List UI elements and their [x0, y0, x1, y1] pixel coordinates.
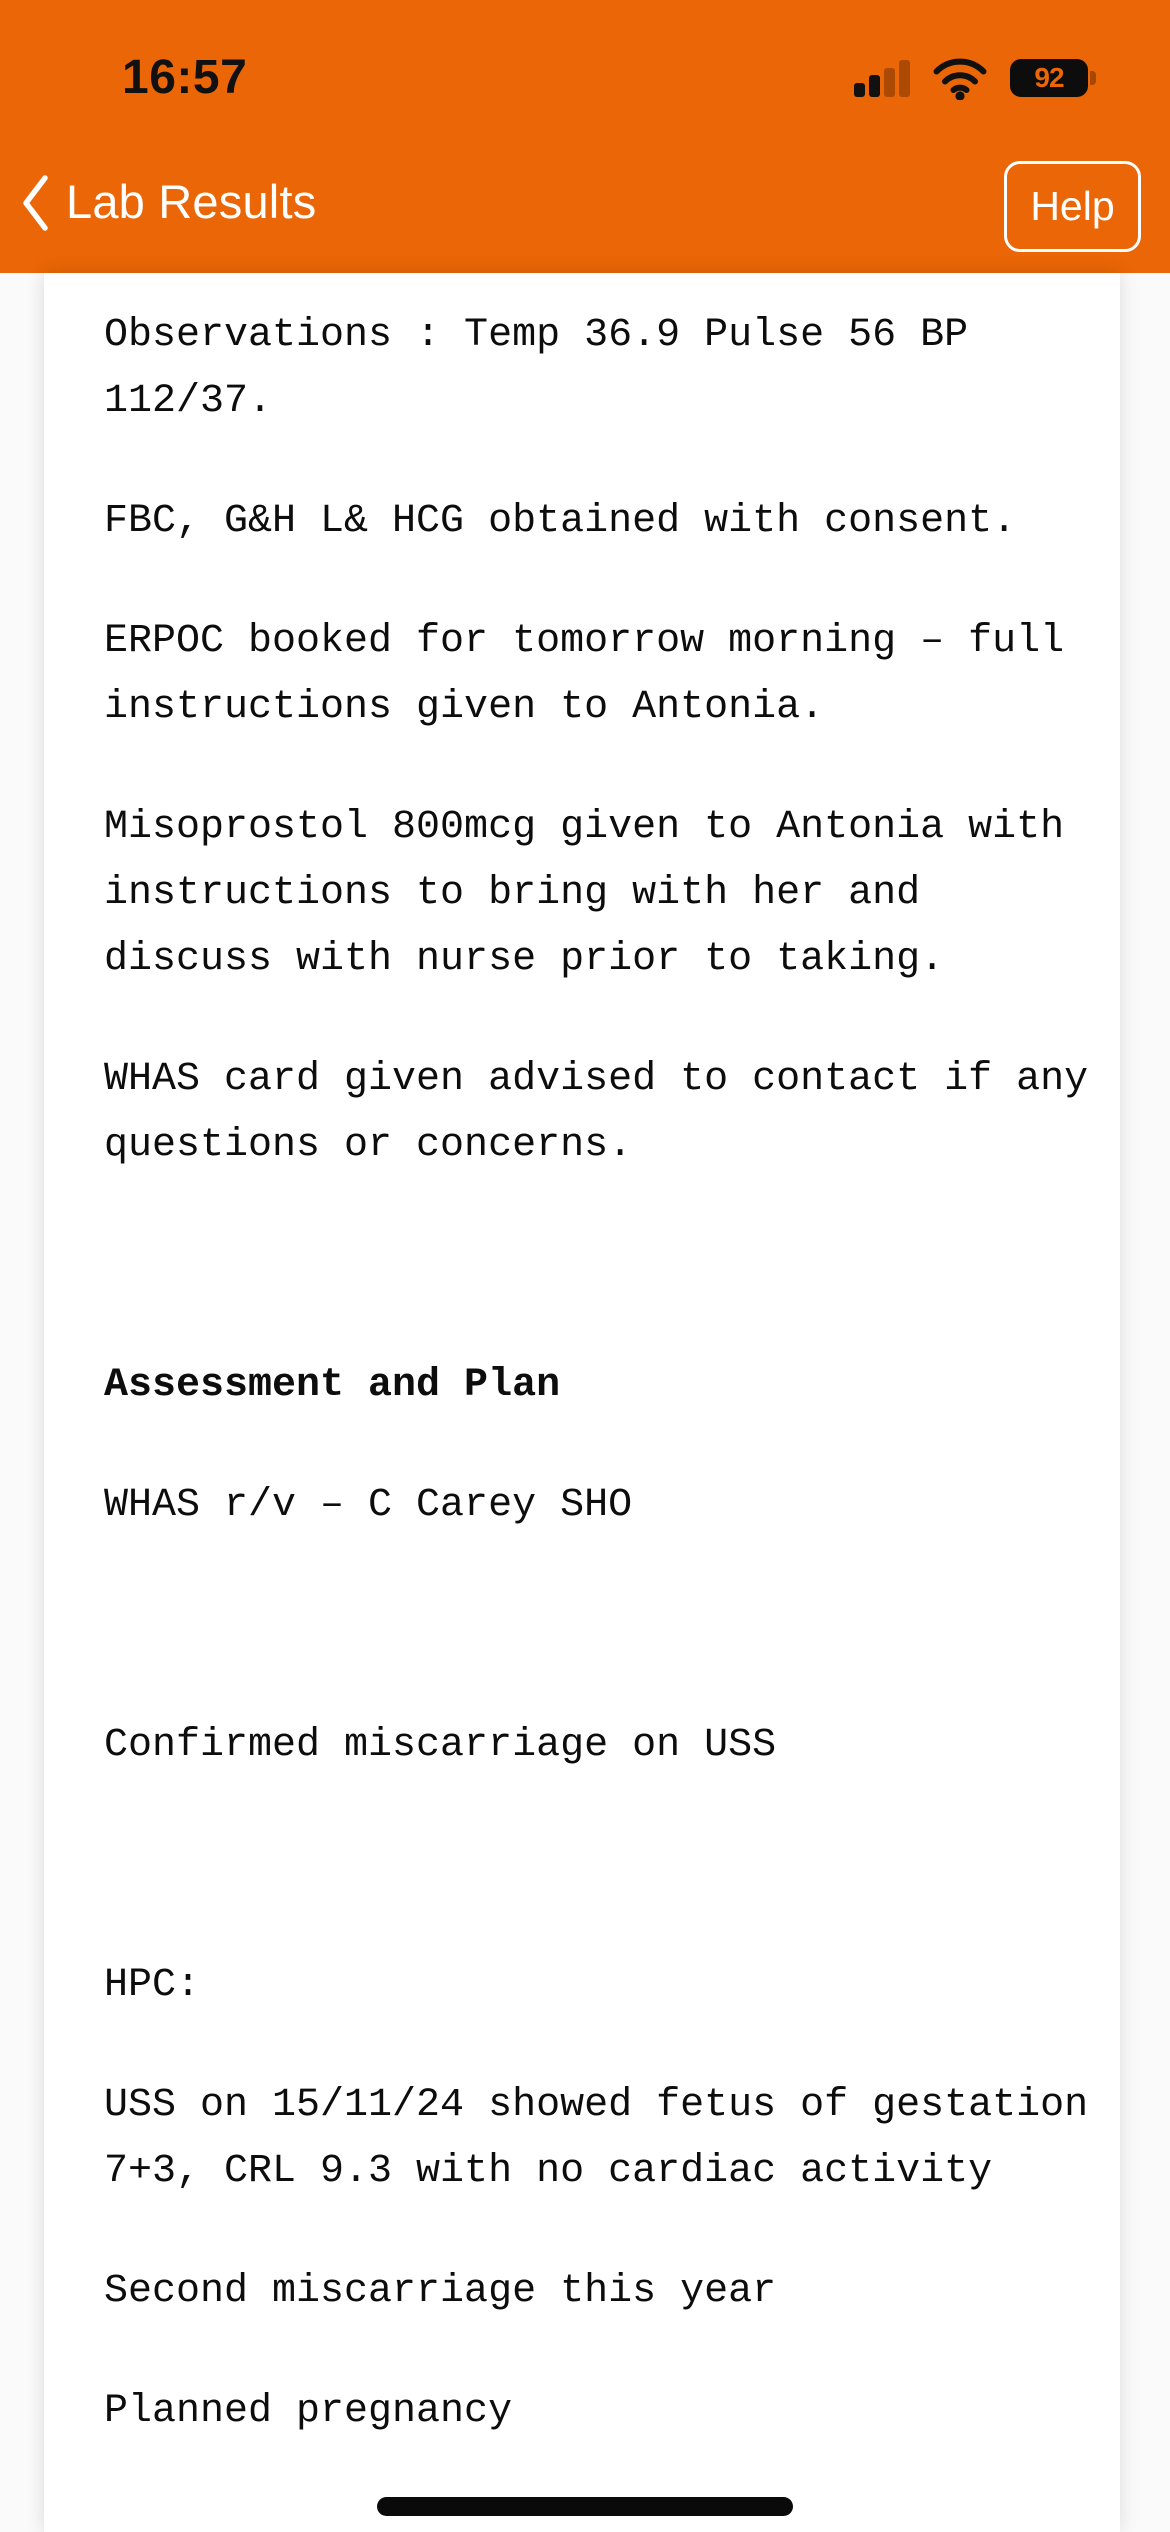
status-bar: [0, 0, 1170, 130]
status-time: 16:57: [122, 51, 248, 104]
note-paragraph: Confirmed miscarriage on USS: [104, 1723, 777, 1768]
note-paragraph: [104, 1833, 1104, 1899]
note-section-heading: Assessment and Plan: [104, 1363, 561, 1408]
chevron-left-icon: [18, 172, 52, 234]
note-body: [104, 303, 1113, 2445]
note-paragraph: ERPOC booked for tomorrow morning – full instructions given to Antonia.: [104, 619, 1089, 730]
page-title: Lab Results: [66, 175, 317, 228]
nav-bar: [0, 130, 1170, 273]
note-paragraph: Observations : Temp 36.9 Pulse 56 BP 112/37.: [104, 313, 993, 424]
battery-cap: [1090, 71, 1096, 85]
note-scroll-area[interactable]: [0, 273, 1170, 2532]
note-paragraph: [104, 1233, 1104, 1299]
note-paragraph: USS on 15/11/24 showed fetus of gestation 7+3, CRL 9.3 with no cardiac activity: [104, 2083, 1113, 2194]
help-button[interactable]: Help: [1004, 161, 1141, 252]
battery-icon: [1010, 59, 1096, 97]
note-paragraph: Misoprostol 800mcg given to Antonia with instructions to bring with her and discuss with nurse prior to taking.: [104, 805, 1089, 982]
note-card: [44, 273, 1120, 2532]
note-paragraph: HPC:: [104, 1963, 201, 2008]
back-button[interactable]: [18, 130, 316, 273]
note-paragraph: Planned pregnancy: [104, 2389, 513, 2434]
wifi-icon: [932, 57, 988, 100]
top-bar: [0, 0, 1170, 273]
note-paragraph: WHAS card given advised to contact if any questions or concerns.: [104, 1057, 1113, 1168]
note-paragraph: Second miscarriage this year: [104, 2269, 777, 2314]
home-indicator[interactable]: [377, 2497, 793, 2516]
battery-percent: 92: [1034, 62, 1064, 93]
status-icons: [854, 56, 1096, 100]
note-paragraph: FBC, G&H L& HCG obtained with consent.: [104, 499, 1017, 544]
cellular-signal-icon: [854, 59, 910, 97]
note-paragraph: WHAS r/v – C Carey SHO: [104, 1483, 633, 1528]
note-paragraph: [104, 1593, 1104, 1659]
